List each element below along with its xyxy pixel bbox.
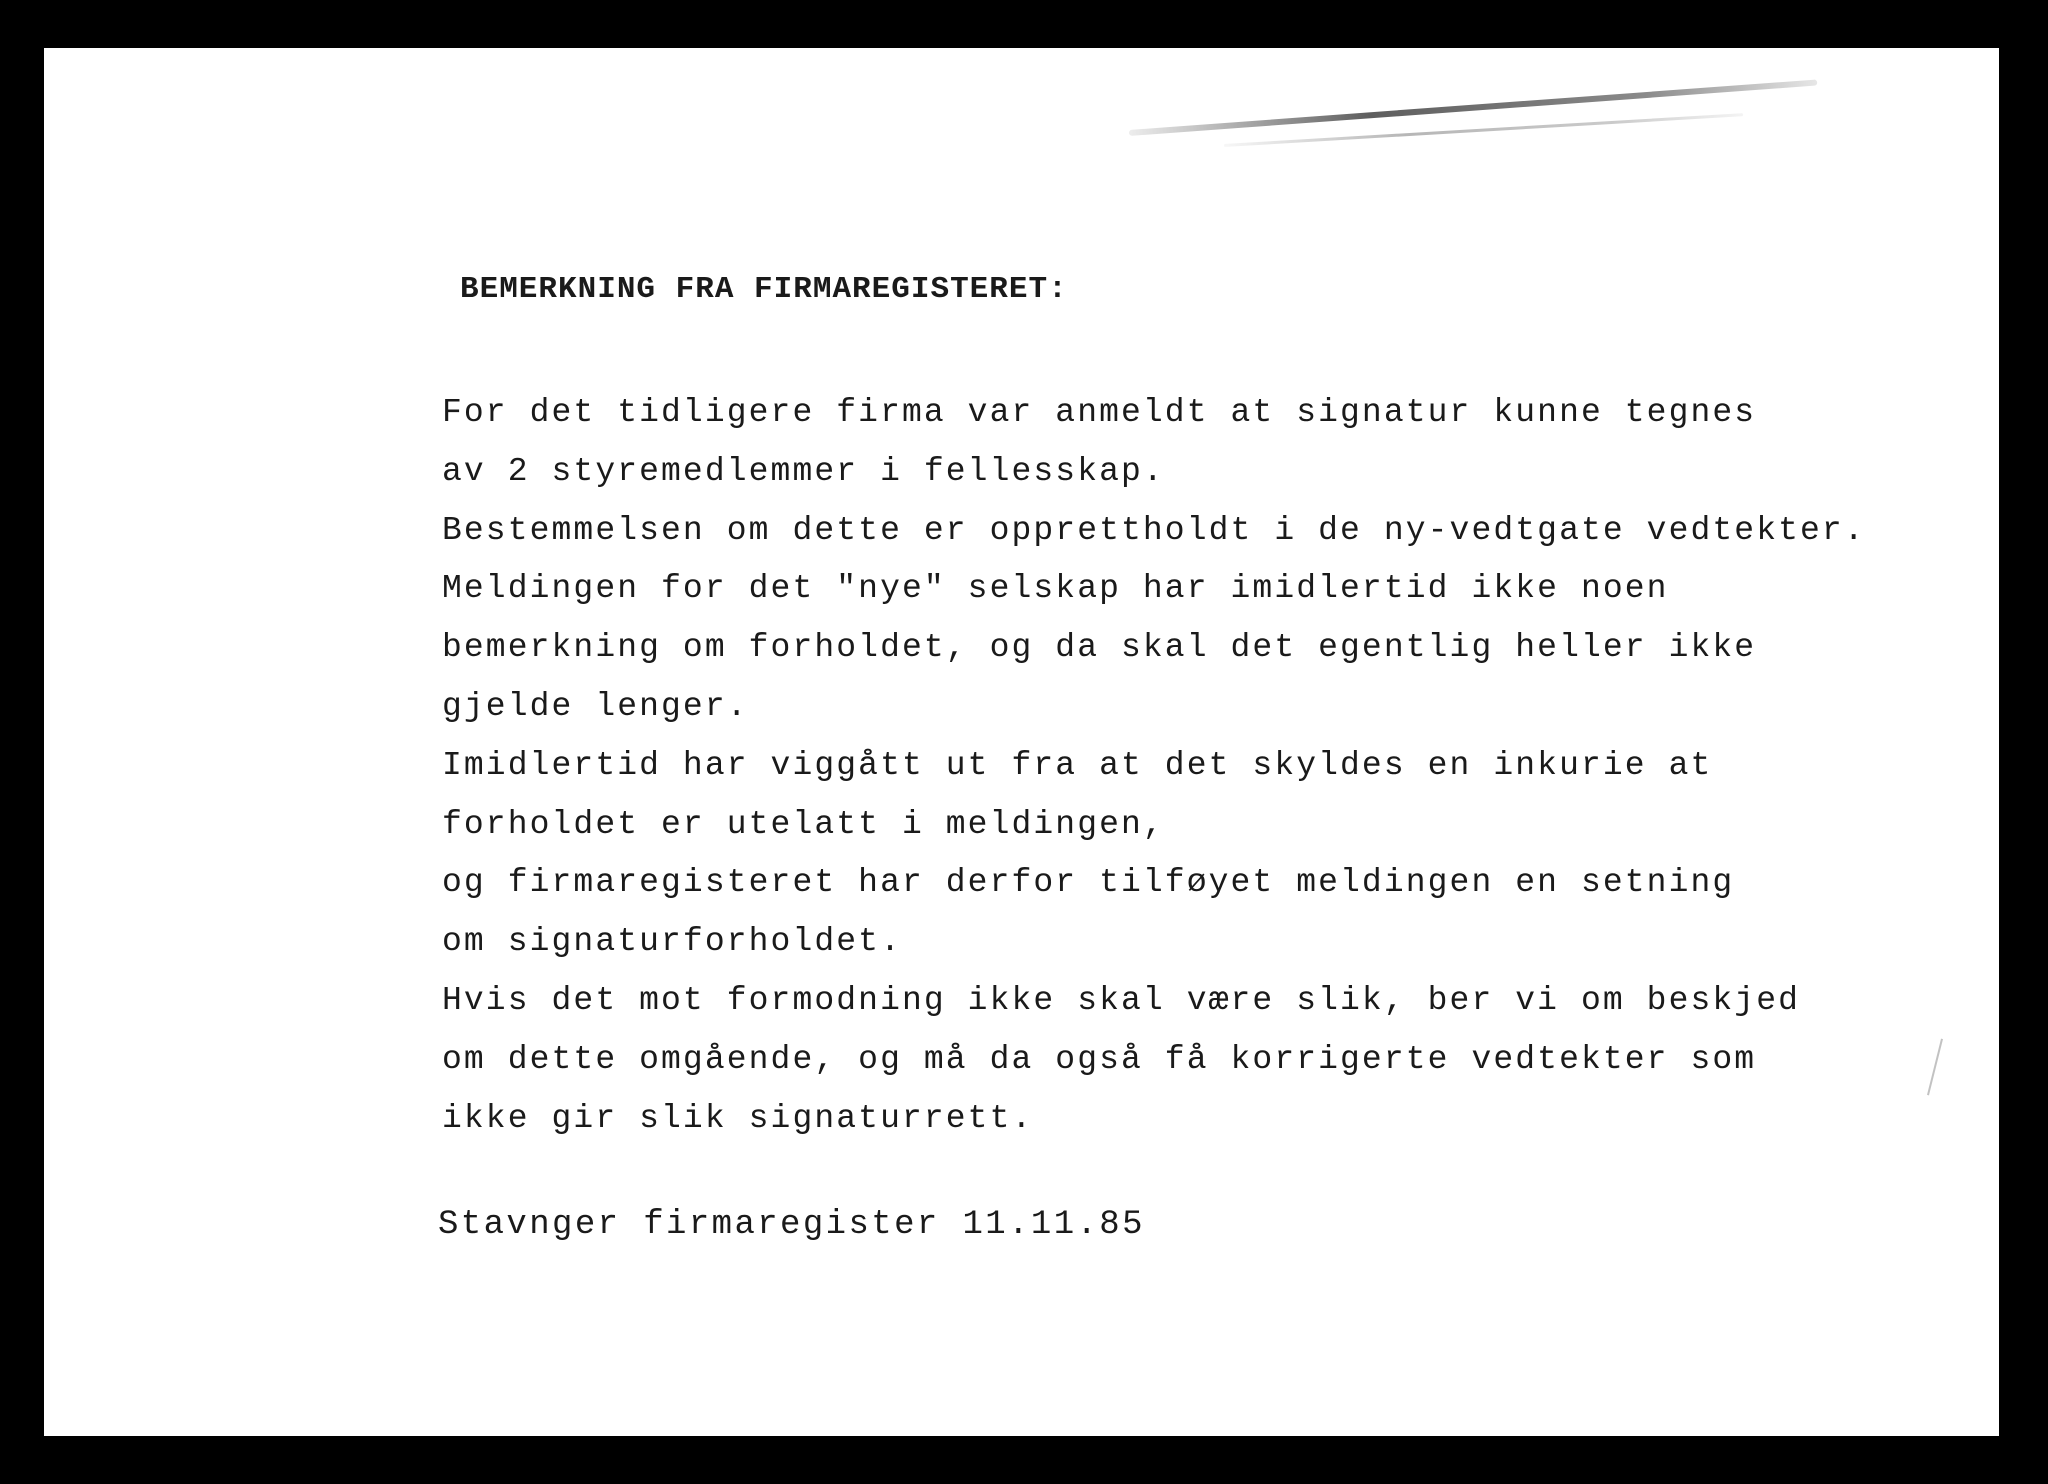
- body-line: Hvis det mot formodning ikke skal være slik, ber vi om beskjed: [442, 981, 1800, 1019]
- body-text: [442, 384, 1866, 1148]
- body-line: ikke gir slik signaturrett.: [442, 1099, 1034, 1137]
- body-line: om signaturforholdet.: [442, 923, 902, 961]
- body-line: om dette omgående, og må da også få korrigerte vedtekter som: [442, 1040, 1757, 1078]
- body-line: Meldingen for det "nye" selskap har imidlertid ikke noen: [442, 570, 1669, 608]
- typewritten-text: [44, 48, 1999, 1436]
- body-line: Imidlertid har viggått ut fra at det skyldes en inkurie at: [442, 746, 1713, 784]
- body-line: bemerkning om forholdet, og da skal det egentlig heller ikke: [442, 629, 1757, 667]
- document-title: BEMERKNING FRA FIRMAREGISTERET:: [460, 272, 1068, 307]
- body-line: og firmaregisteret har derfor tilføyet meldingen en setning: [442, 864, 1735, 902]
- signature-line: Stavnger firmaregister 11.11.85: [438, 1206, 1145, 1244]
- body-line: gjelde lenger.: [442, 687, 749, 725]
- body-line: forholdet er utelatt i meldingen,: [442, 805, 1165, 843]
- body-line: av 2 styremedlemmer i fellesskap.: [442, 452, 1165, 490]
- document-page: [44, 48, 1999, 1436]
- body-line: Bestemmelsen om dette er opprettholdt i de ny-vedtgate vedtekter.: [442, 511, 1866, 549]
- body-line: For det tidligere firma var anmeldt at signatur kunne tegnes: [442, 394, 1757, 431]
